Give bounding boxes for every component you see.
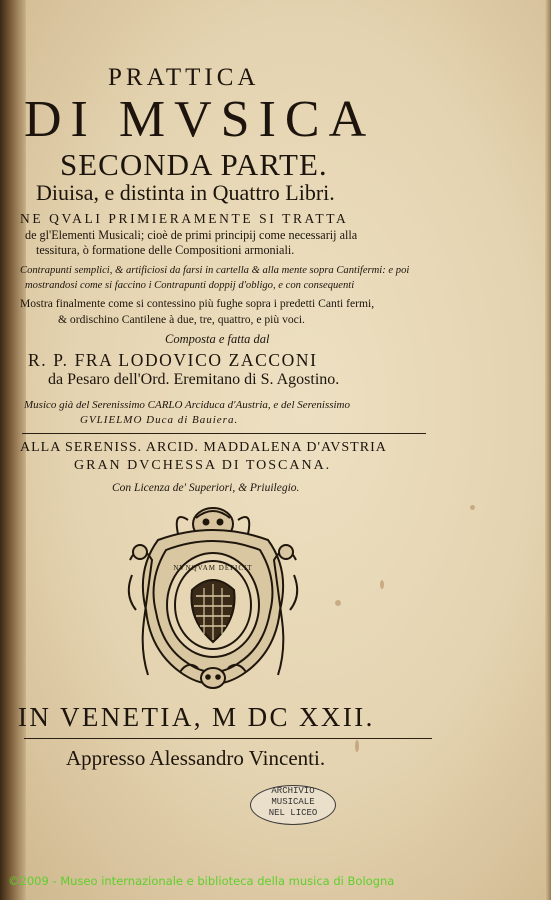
description-line-1: NE QVALI PRIMIERAMENTE SI TRATTA <box>20 211 349 226</box>
page-edge <box>545 0 551 900</box>
author-role-1: Musico già del Serenissimo CARLO Arciduca d'Austria, e del Serenissimo <box>24 399 351 411</box>
dedication-line-2: GRAN DVCHESSA DI TOSCANA. <box>74 458 332 473</box>
imprint-place-year: IN VENETIA, M DC XXII. <box>18 702 375 732</box>
foxing-spot <box>470 505 475 510</box>
author-name: R. P. FRA LODOVICO ZACCONI <box>28 350 318 370</box>
author-origin: da Pesaro dell'Ord. Eremitano di S. Agostino. <box>48 371 340 388</box>
imprint-rule <box>24 738 432 739</box>
emblem-motto: NVNQVAM DEFICIT <box>173 564 253 572</box>
imprint-printer: Appresso Alessandro Vincenti. <box>66 746 326 770</box>
license-line: Con Licenza de' Superiori, & Priuilegio. <box>112 482 300 494</box>
dedication-line-1: ALLA SERENISS. ARCID. MADDALENA D'AVSTRIA <box>20 440 387 455</box>
stamp-line-3: NEL LICEO <box>268 808 318 818</box>
copyright-credit: ©2009 - Museo internazionale e biblioteca della musica di Bologna <box>8 874 395 888</box>
divider-rule <box>22 433 426 434</box>
coat-of-arms-icon <box>118 500 308 700</box>
title-line-2: DI MVSICA <box>24 91 376 148</box>
library-stamp <box>250 785 336 825</box>
description-line-6: Mostra finalmente come si contessino più fughe sopra i predetti Canti fermi, <box>20 297 375 310</box>
description-line-5: mostrandosi come si faccino i Contrapunti doppij d'obligo, e con consequenti <box>25 280 355 291</box>
title-line-3: SECONDA PARTE. <box>60 147 328 182</box>
foxing-spot <box>380 580 384 589</box>
description-line-2: de gl'Elementi Musicali; cioè de primi principij come necessarij alla <box>25 228 358 242</box>
title-line-1: PRATTICA <box>108 64 260 91</box>
description-line-4: Contrapunti semplici, & artificiosi da farsi in cartella & alla mente sopra Cantifermi: e poi <box>20 265 410 276</box>
description-line-3: tessitura, ò formatione delle Compositioni armoniali. <box>36 243 295 257</box>
composed-by: Composta e fatta dal <box>165 332 270 346</box>
author-role-2: GVLIELMO Duca di Bauiera. <box>80 414 239 426</box>
title-line-4: Diuisa, e distinta in Quattro Libri. <box>36 180 335 205</box>
stamp-line-1: ARCHIVIO <box>271 786 315 796</box>
stamp-line-2: MUSICALE <box>271 797 315 807</box>
description-line-7: & ordischino Cantilene à due, tre, quattro, e più voci. <box>58 313 305 326</box>
foxing-spot <box>355 740 359 752</box>
foxing-spot <box>335 600 341 606</box>
